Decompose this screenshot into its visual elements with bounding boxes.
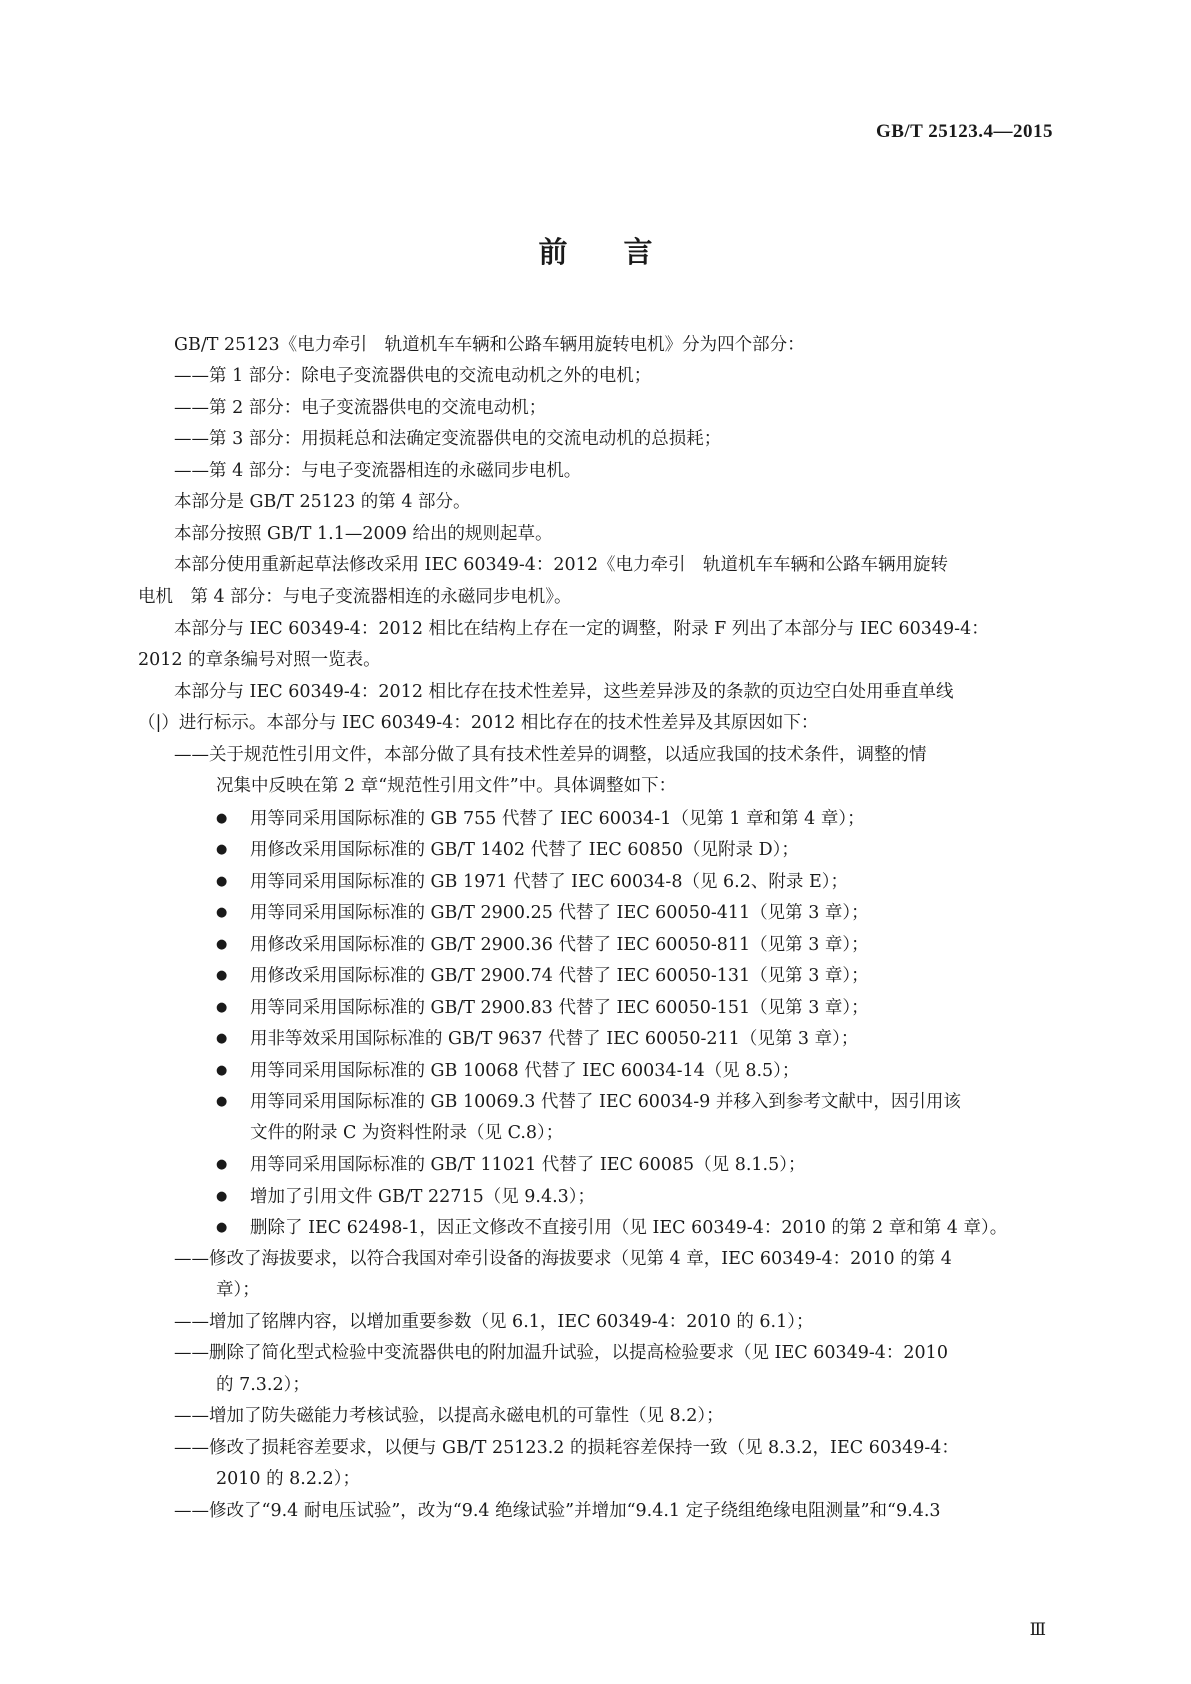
bullet-item: ● 用等同采用国际标准的 GB 1971 代替了 IEC 60034-8（见 6.2、附录 E）；	[216, 866, 848, 899]
bullet-item: ● 用等同采用国际标准的 GB/T 2900.83 代替了 IEC 60050-151（见第 3 章）；	[216, 992, 869, 1025]
paragraph-line: GB/T 25123《电力牵引 轨道机车车辆和公路车辆用旋转电机》分为四个部分：	[174, 335, 805, 355]
page-title: 前言	[538, 235, 709, 269]
paragraph-line: 本部分与 IEC 60349-4：2012 相比在结构上存在一定的调整，附录 F 列出了本部分与 IEC 60349-4：	[174, 619, 989, 639]
bullet-icon: ●	[216, 1157, 228, 1172]
bullet-icon: ●	[216, 811, 228, 826]
bullet-item: ● 用修改采用国际标准的 GB/T 1402 代替了 IEC 60850（见附录 D）；	[216, 834, 799, 867]
dash-item: ——第 3 部分：用损耗总和法确定变流器供电的交流电动机的总损耗；	[174, 429, 722, 449]
bullet-icon: ●	[216, 874, 228, 889]
bullet-icon: ●	[216, 905, 228, 920]
dash-item: ——增加了铭牌内容，以增加重要参数（见 6.1，IEC 60349-4：2010 的 6.1）；	[174, 1312, 814, 1332]
bullet-icon: ●	[216, 842, 228, 857]
dash-item: ——第 2 部分：电子变流器供电的交流电动机；	[174, 398, 547, 418]
dash-item-continuation: 2010 的 8.2.2）；	[216, 1469, 360, 1489]
paragraph-line: 本部分使用重新起草法修改采用 IEC 60349-4：2012《电力牵引 轨道机车车辆和公路车辆用旋转	[174, 555, 948, 575]
dash-item-continuation: 的 7.3.2）；	[216, 1375, 310, 1395]
bullet-item: ● 用等同采用国际标准的 GB/T 2900.25 代替了 IEC 60050-411（见第 3 章）；	[216, 897, 869, 930]
bullet-icon: ●	[216, 937, 228, 952]
paragraph-line: 本部分与 IEC 60349-4：2012 相比存在技术性差异，这些差异涉及的条款的页边空白处用垂直单线	[174, 682, 954, 702]
bullet-item: ● 用等同采用国际标准的 GB 755 代替了 IEC 60034-1（见第 1 章和第 4 章）；	[216, 803, 865, 836]
dash-item-continuation: 况集中反映在第 2 章“规范性引用文件”中。具体调整如下：	[216, 776, 677, 796]
bullet-icon: ●	[216, 1094, 228, 1109]
bullet-item: ● 增加了引用文件 GB/T 22715（见 9.4.3）；	[216, 1181, 595, 1214]
dash-item: ——修改了海拔要求，以符合我国对牵引设备的海拔要求（见第 4 章，IEC 60349-4：2010 的第 4	[174, 1249, 952, 1269]
bullet-icon: ●	[216, 1220, 228, 1235]
bullet-item: ● 删除了 IEC 62498-1，因正文修改不直接引用（见 IEC 60349-4：2010 的第 2 章和第 4 章）。	[216, 1212, 1007, 1245]
dash-item: ——关于规范性引用文件，本部分做了具有技术性差异的调整，以适应我国的技术条件，调整的情	[174, 745, 927, 765]
paragraph-line: 本部分是 GB/T 25123 的第 4 部分。	[174, 492, 471, 512]
bullet-item: ● 用修改采用国际标准的 GB/T 2900.74 代替了 IEC 60050-131（见第 3 章）；	[216, 960, 869, 993]
bullet-item: ● 用等同采用国际标准的 GB 10068 代替了 IEC 60034-14（见 8.5）；	[216, 1055, 799, 1088]
bullet-item: ● 用等同采用国际标准的 GB 10069.3 代替了 IEC 60034-9 并移入到参考文献中，因引用该	[216, 1086, 961, 1119]
dash-item: ——第 1 部分：除电子变流器供电的交流电动机之外的电机；	[174, 366, 652, 386]
bullet-icon: ●	[216, 1000, 228, 1015]
dash-item: ——第 4 部分：与电子变流器相连的永磁同步电机。	[174, 461, 582, 481]
bullet-icon: ●	[216, 1031, 228, 1046]
bullet-icon: ●	[216, 968, 228, 983]
dash-item: ——删除了简化型式检验中变流器供电的附加温升试验，以提高检验要求（见 IEC 60349-4：2010	[174, 1343, 948, 1363]
dash-item: ——增加了防失磁能力考核试验，以提高永磁电机的可靠性（见 8.2）；	[174, 1406, 724, 1426]
bullet-icon: ●	[216, 1063, 228, 1078]
bullet-item: ● 用非等效采用国际标准的 GB/T 9637 代替了 IEC 60050-211（见第 3 章）；	[216, 1023, 858, 1056]
bullet-item-continuation: 文件的附录 C 为资料性附录（见 C.8）；	[250, 1123, 564, 1143]
dash-item-continuation: 章）；	[216, 1280, 260, 1300]
dash-item: ——修改了损耗容差要求，以便与 GB/T 25123.2 的损耗容差保持一致（见 8.3.2，IEC 60349-4：	[174, 1438, 959, 1458]
paragraph-line: （|）进行标示。本部分与 IEC 60349-4：2012 相比存在的技术性差异及其原因如下：	[138, 713, 819, 733]
bullet-icon: ●	[216, 1189, 228, 1204]
paragraph-line: 2012 的章条编号对照一览表。	[138, 650, 381, 670]
bullet-item: ● 用等同采用国际标准的 GB/T 11021 代替了 IEC 60085（见 8.1.5）；	[216, 1149, 805, 1182]
page-number: Ⅲ	[1029, 1620, 1046, 1639]
paragraph-line: 本部分按照 GB/T 1.1—2009 给出的规则起草。	[174, 524, 553, 544]
bullet-item: ● 用修改采用国际标准的 GB/T 2900.36 代替了 IEC 60050-811（见第 3 章）；	[216, 929, 869, 962]
document-code: GB/T 25123.4—2015	[875, 121, 1053, 142]
paragraph-line: 电机 第 4 部分：与电子变流器相连的永磁同步电机》。	[138, 587, 572, 607]
dash-item: ——修改了“9.4 耐电压试验”，改为“9.4 绝缘试验”并增加“9.4.1 定子绕组绝缘电阻测量”和“9.4.3	[174, 1501, 941, 1521]
